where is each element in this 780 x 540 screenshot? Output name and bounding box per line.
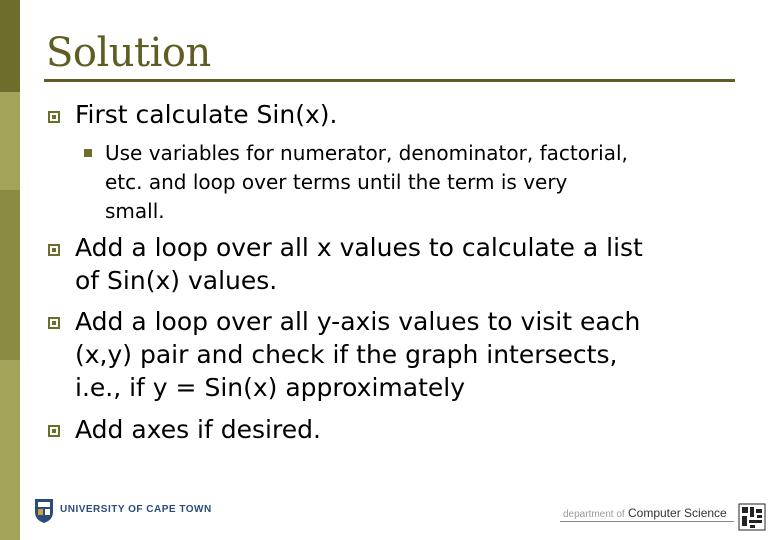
slide-title: Solution [46, 30, 211, 76]
bullet-marker-icon [48, 111, 60, 123]
bullet-text: i.e., if y = Sin(x) approximately [75, 373, 466, 402]
side-bar-segment [0, 190, 20, 360]
bullet-text: Add a loop over all x values to calculate a list [75, 233, 643, 262]
side-bar-segment [0, 360, 20, 540]
bullet-text: of Sin(x) values. [75, 266, 278, 295]
department-prefix: department of [563, 509, 625, 520]
side-decoration-bar [0, 0, 20, 540]
university-name: UNIVERSITY OF CAPE TOWN [60, 504, 212, 515]
bullet-marker-icon [48, 244, 60, 256]
department-underline [560, 521, 734, 522]
bullet-text: First calculate Sin(x). [75, 100, 338, 129]
uct-crest-icon [34, 498, 54, 524]
bullet-marker-icon [48, 317, 60, 329]
title-underline [44, 79, 735, 82]
department-logo-icon [738, 503, 766, 531]
bullet-text: (x,y) pair and check if the graph intersects, [75, 340, 618, 369]
side-bar-segment [0, 92, 20, 190]
sub-bullet-text: small. [105, 199, 165, 223]
sub-bullet-marker-icon [84, 149, 92, 157]
sub-bullet-text: etc. and loop over terms until the term is very [105, 170, 568, 194]
department-name: Computer Science [628, 506, 727, 520]
side-bar-segment [0, 0, 20, 92]
bullet-text: Add axes if desired. [75, 415, 321, 444]
bullet-marker-icon [48, 425, 60, 437]
bullet-text: Add a loop over all y-axis values to visit each [75, 307, 641, 336]
sub-bullet-text: Use variables for numerator, denominator, factorial, [105, 141, 628, 165]
